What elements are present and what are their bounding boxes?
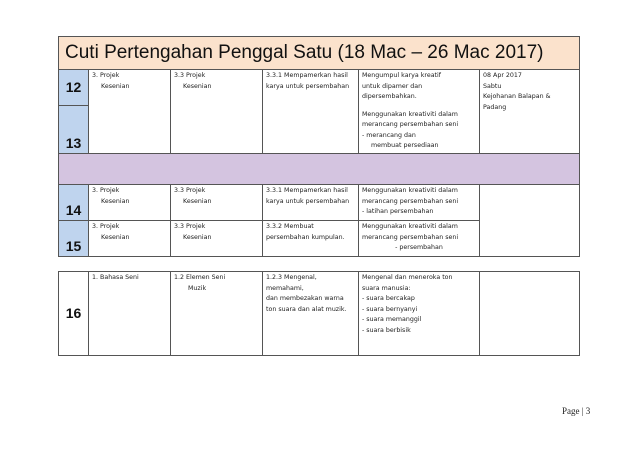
cell-aktiviti [359, 272, 480, 356]
cell-standard-kandungan [171, 221, 263, 257]
text-line: Kesenian [183, 82, 212, 90]
text-line: ton suara dan alat muzik. [266, 305, 347, 313]
cell-standard-pembelajaran [263, 221, 359, 257]
text-line: 3.3 Projek [174, 72, 206, 79]
cell-tunjang [89, 185, 171, 221]
week-number-16: 16 [59, 272, 89, 356]
holiday-band-row [59, 154, 580, 185]
page-number: Page | 3 [562, 406, 591, 416]
cell-standard-kandungan [171, 272, 263, 356]
text-line: Kesenian [101, 197, 130, 205]
text-line: Menggunakan kreativiti dalam [362, 187, 458, 194]
holiday-band [59, 154, 580, 185]
cell-aktiviti [359, 185, 480, 221]
text-line: persembahan kumpulan. [266, 233, 345, 241]
text-line: 1.2 Elemen Seni [174, 274, 226, 281]
text-line: Menggunakan kreativiti dalam [362, 110, 458, 118]
text-line: - suara bercakap [362, 295, 415, 302]
week-number-12: 12 [59, 70, 89, 106]
text-line: merancang persembahan seni [362, 121, 459, 128]
text-line: Padang [483, 103, 507, 111]
cell-standard-kandungan [171, 70, 263, 154]
text-line: 3. Projek [92, 223, 120, 230]
cell-aktiviti [359, 221, 480, 257]
table-row-week-12 [59, 70, 580, 106]
cell-catatan [480, 70, 580, 154]
text-line: - suara bernyanyi [362, 305, 418, 313]
text-line: Menggunakan kreativiti dalam [362, 223, 458, 230]
text-line: Kesenian [101, 82, 130, 90]
text-line: - latihan persembahan [362, 208, 434, 215]
text-line: suara manusia: [362, 284, 411, 292]
week-number-13: 13 [59, 106, 89, 154]
cell-aktiviti [359, 70, 480, 154]
text-line: merancang persembahan seni [362, 197, 459, 205]
text-line: - persembahan [395, 244, 443, 251]
text-line: 3.3 Projek [174, 187, 206, 194]
text-line: - merancang dan [362, 131, 416, 139]
cell-standard-pembelajaran [263, 70, 359, 154]
schedule-table-week-16 [58, 271, 580, 356]
schedule-table-weeks-12-15 [58, 36, 580, 257]
table-row-week-14 [59, 185, 580, 221]
text-line: untuk dipamer dan [362, 82, 423, 90]
text-line: 3.3 Projek [174, 223, 206, 230]
title-row [59, 37, 580, 70]
cell-tunjang [89, 221, 171, 257]
text-line: karya untuk persembahan [266, 82, 350, 90]
text-line: Sabtu [483, 82, 502, 90]
table-row-week-16 [59, 272, 580, 356]
text-line: 3. Projek [92, 72, 120, 79]
text-line: - suara memanggil [362, 316, 422, 323]
text-line: 1.2.3 Mengenal, memahami, [266, 274, 317, 292]
cell-catatan [480, 272, 580, 356]
week-number-14: 14 [59, 185, 89, 221]
text-line: karya untuk persembahan [266, 197, 350, 205]
week-number-15: 15 [59, 221, 89, 257]
holiday-title: Cuti Pertengahan Penggal Satu (18 Mac – 26 Mac 2017) [59, 37, 580, 70]
text-line: Kesenian [183, 233, 212, 241]
text-line: 1. Bahasa Seni [92, 274, 139, 281]
text-line: 3. Projek [92, 187, 120, 194]
text-line: membuat persediaan [371, 142, 439, 149]
text-line: 08 Apr 2017 [483, 72, 522, 79]
text-line: 3.3.1 Mempamerkan hasil [266, 72, 348, 79]
cell-tunjang [89, 272, 171, 356]
text-line: 3.3.1 Mempamerkan hasil [266, 187, 348, 194]
text-line: Kejohanan Balapan & [483, 93, 551, 100]
text-line: - suara berbisik [362, 326, 411, 334]
text-line: merancang persembahan seni [362, 233, 459, 241]
text-line: dan membezakan warna [266, 295, 344, 302]
cell-catatan [480, 185, 580, 257]
cell-standard-pembelajaran [263, 272, 359, 356]
text-line: dipersembahkan. [362, 93, 417, 100]
text-line: Kesenian [101, 233, 130, 241]
cell-tunjang [89, 70, 171, 154]
text-line: Muzik [188, 284, 207, 292]
cell-standard-pembelajaran [263, 185, 359, 221]
text-line: 3.3.2 Membuat [266, 223, 314, 230]
text-line: Mengumpul karya kreatif [362, 72, 441, 79]
cell-standard-kandungan [171, 185, 263, 221]
text-line: Kesenian [183, 197, 212, 205]
text-line: Mengenal dan meneroka ton [362, 274, 453, 281]
